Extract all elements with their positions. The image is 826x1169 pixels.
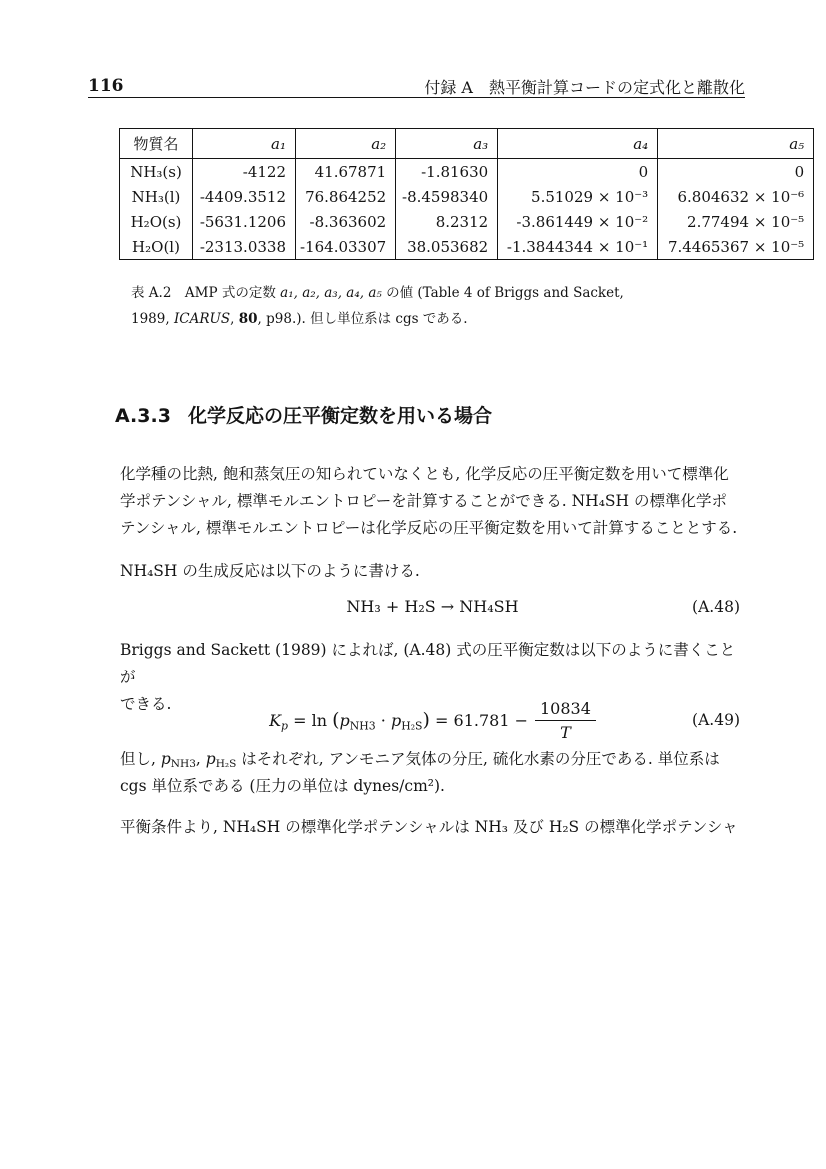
fraction-numerator: 10834	[535, 699, 596, 721]
cell-a4: 0	[498, 159, 658, 185]
cell-a3: -8.4598340	[396, 184, 498, 209]
cell-a4: -1.3844344 × 10⁻¹	[498, 234, 658, 260]
cell-a3: 38.053682	[396, 234, 498, 260]
paragraph	[120, 558, 748, 585]
cell-a4: 5.51029 × 10⁻³	[498, 184, 658, 209]
cell-a2: -8.363602	[296, 209, 396, 234]
table-row	[120, 159, 814, 185]
page-number: 116	[88, 76, 124, 96]
equation-body: $K_p = \ln (p_{NH3} \cdot p_{H_2S}) = 61.781$ −	[269, 709, 528, 733]
column-header-a4: a₄	[498, 129, 658, 159]
constants-table	[119, 128, 814, 260]
column-header-name: 物質名	[120, 129, 193, 159]
cell-a1: -4409.3512	[193, 184, 296, 209]
cell-species: NH₃(l)	[120, 184, 193, 209]
fraction-denominator: T	[560, 722, 571, 742]
text-line: テンシャル, 標準モルエントロピーは化学反応の圧平衡定数を用いて計算することとする.	[120, 519, 738, 537]
equation-a49	[120, 696, 745, 744]
cell-a1: -5631.1206	[193, 209, 296, 234]
cell-species: NH₃(s)	[120, 159, 193, 185]
text-line: 平衡条件より, NH₄SH の標準化学ポテンシャルは NH₃ 及び H₂S の標準化学ポテンシャ	[120, 818, 738, 836]
cell-a5: 0	[658, 159, 814, 185]
table-row	[120, 209, 814, 234]
text-line: 化学種の比熱, 飽和蒸気圧の知られていなくとも, 化学反応の圧平衡定数を用いて標準化	[120, 465, 729, 483]
fraction	[535, 699, 596, 742]
cell-a4: -3.861449 × 10⁻²	[498, 209, 658, 234]
table-caption	[131, 280, 721, 332]
cell-a5: 2.77494 × 10⁻⁵	[658, 209, 814, 234]
journal-name: ICARUS	[173, 311, 231, 327]
column-header-a5: a₅	[658, 129, 814, 159]
section-heading	[115, 404, 492, 428]
section-number: A.3.3	[115, 405, 171, 427]
paragraph	[120, 746, 748, 800]
equation-body: NH₃ + H₂S → NH₄SH	[346, 597, 519, 616]
text-line: 学ポテンシャル, 標準モルエントロピーを計算することができる. NH₄SH の標準化学ポ	[120, 492, 727, 510]
text-line: 但し, $p_{NH3}$, $p_{H_2S}$ はそれぞれ, アンモニア気体の分圧, 硫化水素の分圧である. 単位系は	[120, 750, 720, 771]
cell-a1: -4122	[193, 159, 296, 185]
cell-a3: 8.2312	[396, 209, 498, 234]
paragraph	[120, 461, 748, 542]
cell-a2: -164.03307	[296, 234, 396, 260]
cell-a5: 6.804632 × 10⁻⁶	[658, 184, 814, 209]
cell-a2: 76.864252	[296, 184, 396, 209]
text-line: Briggs and Sackett (1989) によれば, (A.48) 式の圧平衡定数は以下のように書くことが	[120, 641, 736, 686]
column-header-a2: a₂	[296, 129, 396, 159]
cell-a5: 7.4465367 × 10⁻⁵	[658, 234, 814, 260]
journal-volume: 80	[238, 311, 258, 327]
running-header-title: 付録 A 熱平衡計算コードの定式化と離散化	[424, 78, 745, 97]
equation-number: (A.49)	[692, 711, 740, 729]
equation-number: (A.48)	[692, 598, 740, 616]
caption-line-2: 1989, ICARUS, 80, p98.). 但し単位系は cgs である.	[131, 311, 468, 327]
caption-math: a₁, a₂, a₃, a₄, a₅	[280, 285, 382, 301]
section-title: 化学反応の圧平衡定数を用いる場合	[187, 405, 492, 427]
text-line: NH₄SH の生成反応は以下のように書ける.	[120, 562, 420, 580]
cell-species: H₂O(l)	[120, 234, 193, 260]
text-line: cgs 単位系である (圧力の単位は dynes/cm²).	[120, 777, 445, 795]
equation-a48	[120, 596, 745, 618]
cell-a2: 41.67871	[296, 159, 396, 185]
column-header-a1: a₁	[193, 129, 296, 159]
caption-line-1: 表 A.2 AMP 式の定数 a₁, a₂, a₃, a₄, a₅ の値 (Table 4 of Briggs and Sacket,	[131, 285, 624, 301]
header-rule	[88, 97, 745, 98]
column-header-a3: a₃	[396, 129, 498, 159]
cell-a3: -1.81630	[396, 159, 498, 185]
paragraph	[120, 814, 748, 841]
cell-species: H₂O(s)	[120, 209, 193, 234]
cell-a1: -2313.0338	[193, 234, 296, 260]
text-line: できる.	[120, 695, 172, 713]
table-header-row	[120, 129, 814, 159]
table-row	[120, 234, 814, 260]
table-row	[120, 184, 814, 209]
